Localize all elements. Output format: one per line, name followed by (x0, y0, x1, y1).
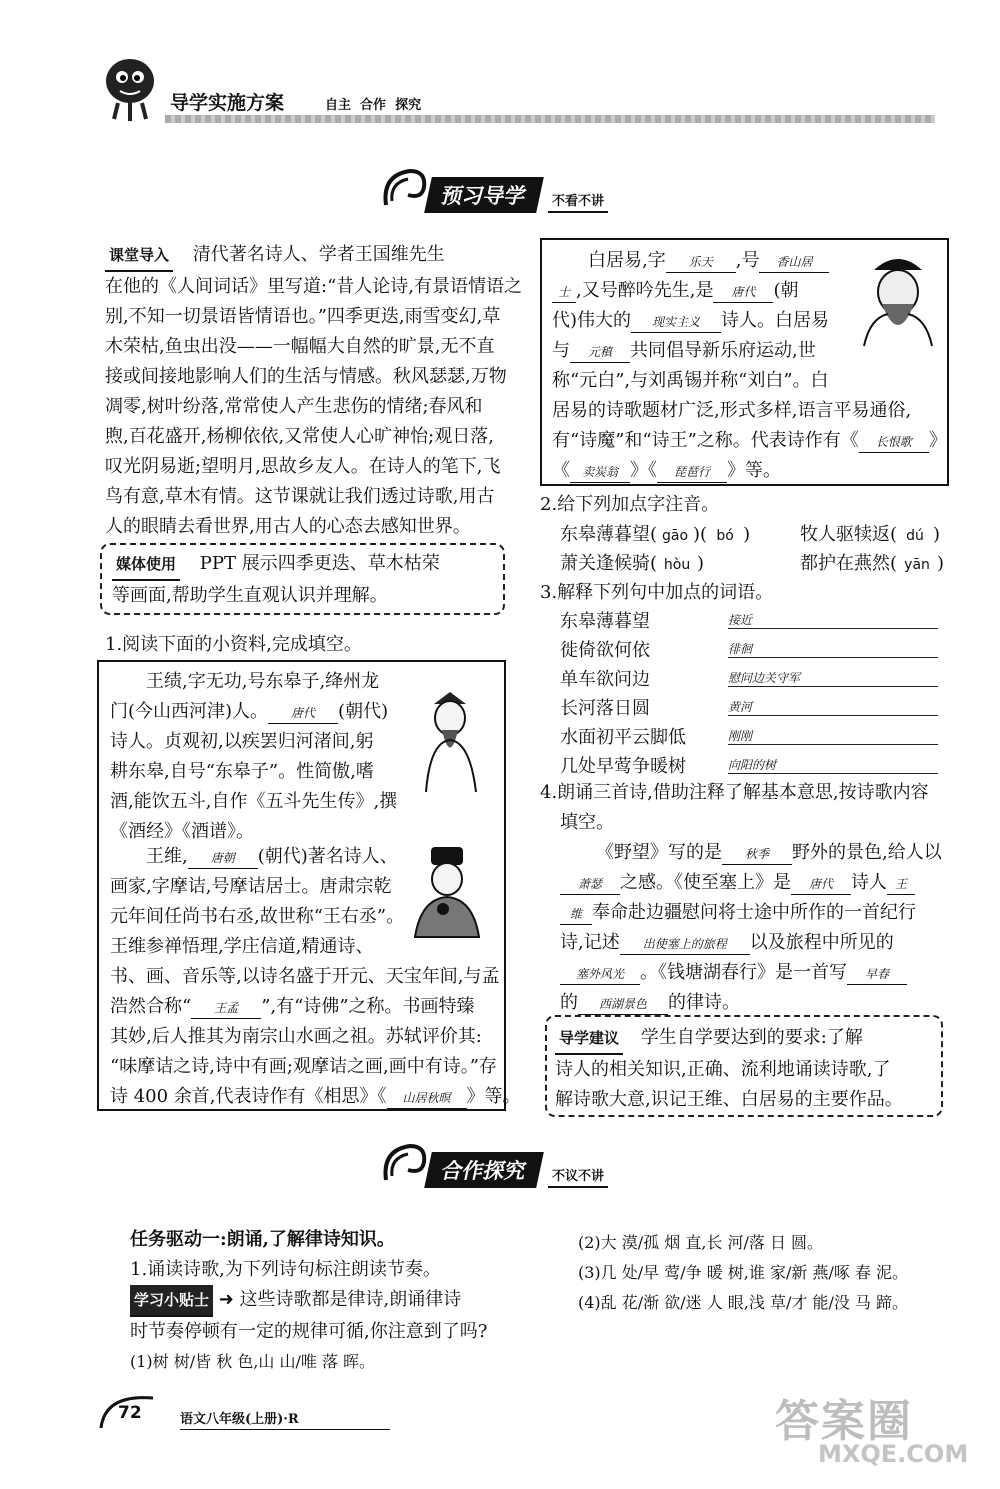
intro-line: 凋零,树叶纷落,常常使人产生悲伤的情绪;春风和 (105, 396, 483, 417)
text-fragment: 《 (552, 460, 570, 481)
intro-line: 接或间接地影响人们的生活与情感。秋风瑟瑟,万物 (105, 366, 507, 387)
answer-blank: 出使塞上的旅程 (620, 934, 750, 955)
pinyin-answer: gāo (662, 528, 689, 544)
text-fragment: (朝代) (338, 701, 389, 722)
intro-line: 别,不知一切景语皆情语也。”四季更迭,雨雪变幻,草 (105, 306, 501, 327)
pinyin-paren: ) (743, 524, 751, 545)
text-fragment: 。《钱塘湖春行》是一首写 (640, 962, 847, 983)
text-fragment: 王维, (146, 846, 188, 867)
vocab-phrase: 东皋薄暮望 (560, 610, 650, 632)
text-fragment: (朝代)著名诗人、 (257, 846, 398, 867)
vocab-answer: 黄河 (728, 698, 938, 716)
text-line: 居易的诗歌题材广泛,形式多样,语言平易通俗, (552, 400, 912, 421)
text-fragment: 诗 400 余首,代表诗作有《相思》《 (110, 1086, 387, 1107)
header-title: 导学实施方案 (170, 92, 285, 114)
answer-blank: 王孟 (191, 998, 261, 1019)
text-line: “味摩诘之诗,诗中有画;观摩诘之画,画中有诗。”存 (110, 1056, 497, 1077)
vocab-phrase: 长河落日圆 (560, 697, 650, 719)
header-sub: 自主 合作 探究 (325, 98, 422, 113)
pinyin-item (560, 549, 704, 580)
answer-blank: 乐天 (666, 252, 736, 273)
text-line: 填空。 (560, 812, 614, 833)
text-fragment: (朝 (773, 280, 799, 301)
media-box (100, 543, 505, 615)
task-question: 1.诵读诗歌,为下列诗句标注朗读节奏。 (130, 1259, 441, 1280)
baijuyi-text (552, 246, 947, 486)
answer-blank: 早春 (847, 964, 907, 985)
text-fragment: 奉命赴边疆慰问将士途中所作的一首纪行 (592, 902, 916, 923)
text-fragment: ”,有“诗佛”之称。书画特臻 (261, 996, 475, 1017)
poem-line: (4)乱 花/渐 欲/迷 人 眼,浅 草/才 能/没 马 蹄。 (578, 1293, 909, 1312)
answer-blank: 西湖景色 (578, 994, 668, 1015)
text-line: 画家,字摩诘,号摩诘居士。唐肃宗乾 (110, 876, 392, 897)
answer-blank: 塞外风光 (560, 964, 640, 985)
text-fragment: 的 (560, 992, 578, 1013)
answer-blank: 现实主义 (631, 312, 721, 333)
text-fragment: 诗人。白居易 (721, 310, 830, 331)
text-line: 耕东皋,自号“东皋子”。性简傲,嗜 (110, 761, 374, 782)
text-line: 王维参禅悟理,学庄信道,精通诗、 (110, 936, 374, 957)
intro-line: 鸟有意,草木有情。这节课就让我们透过诗歌,用古 (105, 486, 495, 507)
pinyin-prompt: 牧人驱犊返( (800, 524, 898, 545)
intro-line: 叹光阴易逝;望明月,思故乡友人。在诗人的笔下,飞 (105, 456, 501, 477)
tip-line: 这些诗歌都是律诗,朗诵律诗 (239, 1289, 462, 1310)
answer-blank: 卖炭翁 (570, 462, 630, 483)
section-sub: 不议不讲 (548, 1165, 608, 1188)
section-banner-preview (380, 165, 608, 213)
section-title: 预习导学 (424, 177, 544, 213)
text-fragment: 有“诗魔”和“诗王”之称。代表诗作有《 (552, 430, 859, 451)
poem-line: (3)几 处/早 莺/争 暖 树,谁 家/新 燕/啄 春 泥。 (578, 1263, 909, 1282)
answer-blank: 唐朝 (188, 848, 258, 869)
answer-blank: 维 (560, 904, 592, 925)
question-4 (540, 778, 950, 1018)
pinyin-item (560, 520, 750, 551)
tip-tag: 学习小贴士 (130, 1285, 213, 1317)
text-line: 4.朗诵三首诗,借助注释了解基本意思,按诗歌内容 (540, 782, 929, 803)
pinyin-answer: dú (906, 528, 924, 544)
pinyin-answer: bó (716, 528, 734, 544)
advice-tag: 导学建议 (555, 1023, 623, 1055)
media-line: PPT 展示四季更迭、草木枯荣 (199, 553, 440, 574)
intro-line: 人的眼睛去看世界,用古人的心态去感知世界。 (105, 516, 471, 537)
text-line: 元年间任尚书右丞,故世称“王右丞”。 (110, 906, 405, 927)
vocab-answer: 向阳的树 (728, 756, 938, 774)
text-fragment: 之感。《使至塞上》是 (620, 872, 791, 893)
task-right (578, 1228, 958, 1318)
pinyin-paren: ) (933, 524, 941, 545)
swirl-icon (380, 1140, 428, 1188)
pinyin-prompt: 萧关逢候骑( (560, 553, 658, 574)
text-line: 书、画、音乐等,以诗名盛于开元、天宝年间,与孟 (110, 966, 500, 987)
text-fragment: 》等。 (466, 1086, 521, 1107)
watermark-text: 答案圈 (775, 1396, 913, 1447)
wangji-text (110, 667, 410, 847)
text-fragment: 《野望》写的是 (596, 842, 722, 863)
pinyin-answer: hòu (663, 557, 691, 573)
answer-blank: 香山居 (759, 252, 829, 273)
intro-line: 在他的《人间词话》里写道:“昔人论诗,有景语情语之 (105, 276, 522, 297)
text-fragment: ,又号醉吟先生,是 (576, 280, 714, 301)
advice-box (545, 1015, 943, 1117)
answer-blank: 士 (552, 282, 576, 303)
pinyin-prompt: 东皋薄暮望( (560, 524, 658, 545)
section-sub: 不看不讲 (548, 190, 608, 213)
text-fragment: 以及旅程中所见的 (749, 932, 894, 953)
text-line: 称“元白”,与刘禹锡并称“刘白”。白 (552, 370, 829, 391)
text-fragment: ,号 (735, 250, 760, 271)
page-number: 72 (118, 1403, 142, 1423)
answer-blank: 唐代 (713, 282, 773, 303)
text-fragment: 诗,记述 (560, 932, 620, 953)
text-fragment: 诗人 (851, 872, 887, 893)
question-1: 1.阅读下面的小资料,完成填空。 (105, 634, 362, 655)
pinyin-item (800, 520, 940, 551)
text-fragment: 共同倡导新乐府运动,世 (630, 340, 816, 361)
poem-line: (2)大 漠/孤 烟 直,长 河/落 日 圆。 (578, 1233, 824, 1252)
answer-blank: 唐代 (791, 874, 851, 895)
text-fragment: 的律诗。 (668, 992, 740, 1013)
vocab-answer: 刚刚 (728, 727, 938, 745)
advice-line: 诗人的相关知识,正确、流利地诵读诗歌,了 (555, 1059, 891, 1080)
answer-blank: 元稹 (570, 342, 630, 363)
book-title: 语文八年级(上册)·R (180, 1408, 390, 1430)
pinyin-paren: )( (693, 524, 708, 545)
answer-blank: 山居秋暝 (387, 1088, 467, 1109)
text-line: 王绩,字无功,号东皋子,绛州龙 (146, 671, 380, 692)
vocab-phrase: 水面初平云脚低 (560, 726, 686, 748)
vocab-phrase: 单车欲问边 (560, 668, 650, 690)
task-title: 任务驱动一:朗诵,了解律诗知识。 (130, 1229, 395, 1250)
swirl-icon (380, 165, 428, 213)
intro-line: 清代著名诗人、学者王国维先生 (192, 244, 445, 265)
text-line: 《酒经》《酒谱》。 (110, 821, 254, 842)
answer-blank: 王 (887, 874, 915, 895)
text-fragment: 与 (552, 340, 570, 361)
vocab-answer: 徘徊 (728, 640, 938, 658)
question-2-title: 2.给下列加点字注音。 (540, 494, 720, 515)
wangwei-text (110, 842, 521, 1112)
intro-block (105, 240, 522, 542)
arrow-icon: ➜ (213, 1289, 240, 1310)
text-fragment: 门(今山西河津)人。 (110, 701, 269, 722)
tip-line: 时节奏停顿有一定的规律可循,你注意到了吗? (130, 1321, 488, 1342)
vocab-phrase: 徙倚欲何依 (560, 639, 650, 661)
poem-line: (1)树 树/皆 秋 色,山 山/唯 落 晖。 (130, 1352, 376, 1371)
vocab-phrase: 几处早莺争暖树 (560, 755, 686, 777)
pinyin-paren: ) (697, 553, 705, 574)
text-fragment: 》 (928, 430, 947, 451)
answer-blank: 秋季 (722, 844, 792, 865)
pinyin-prompt: 都护在燕然( (800, 553, 898, 574)
text-fragment: 》等。 (727, 460, 781, 481)
section-title: 合作探究 (424, 1152, 544, 1188)
answer-blank: 长恨歌 (859, 432, 929, 453)
question-3-title: 3.解释下列句中加点的词语。 (540, 582, 774, 603)
text-fragment: 》《 (630, 460, 657, 481)
pinyin-item (800, 549, 944, 580)
watermark-url: MXQE.COM (818, 1440, 969, 1468)
header-rule (165, 115, 935, 123)
intro-line: 木荣枯,鱼虫出没——一幅幅大自然的旷景,无不直 (105, 336, 495, 357)
intro-tag: 课堂导入 (105, 240, 173, 272)
text-fragment: 浩然合称“ (110, 996, 192, 1017)
vocab-list (560, 605, 938, 779)
text-line: 其妙,后人推其为南宗山水画之祖。苏轼评价其: (110, 1026, 482, 1047)
media-line: 等画面,帮助学生直观认识并理解。 (112, 585, 388, 606)
text-fragment: 白居易,字 (588, 250, 666, 271)
intro-line: 煦,百花盛开,杨柳依依,又常使人心旷神怡;观日落, (105, 426, 494, 447)
task-left (130, 1225, 520, 1377)
answer-blank: 琵琶行 (657, 462, 727, 483)
text-fragment: 代)伟大的 (552, 310, 632, 331)
portrait-wangji (412, 690, 487, 795)
advice-line: 解诗歌大意,识记王维、白居易的主要作品。 (555, 1089, 903, 1110)
text-fragment: 野外的景色,给人以 (792, 842, 942, 863)
media-tag: 媒体使用 (112, 549, 180, 581)
answer-blank: 萧瑟 (560, 874, 620, 895)
text-line: 酒,能饮五斗,自作《五斗先生传》,撰 (110, 791, 398, 812)
answer-blank: 唐代 (268, 703, 338, 724)
pinyin-answer: yān (904, 557, 930, 573)
pinyin-paren: ) (937, 553, 945, 574)
section-banner-cooperation (380, 1140, 608, 1188)
mascot-icon (100, 55, 162, 125)
advice-line: 学生自学要达到的要求:了解 (640, 1027, 863, 1048)
vocab-answer: 接近 (728, 611, 938, 629)
vocab-answer: 慰问边关守军 (728, 669, 938, 687)
text-line: 诗人。贞观初,以疾罢归河渚间,躬 (110, 731, 374, 752)
